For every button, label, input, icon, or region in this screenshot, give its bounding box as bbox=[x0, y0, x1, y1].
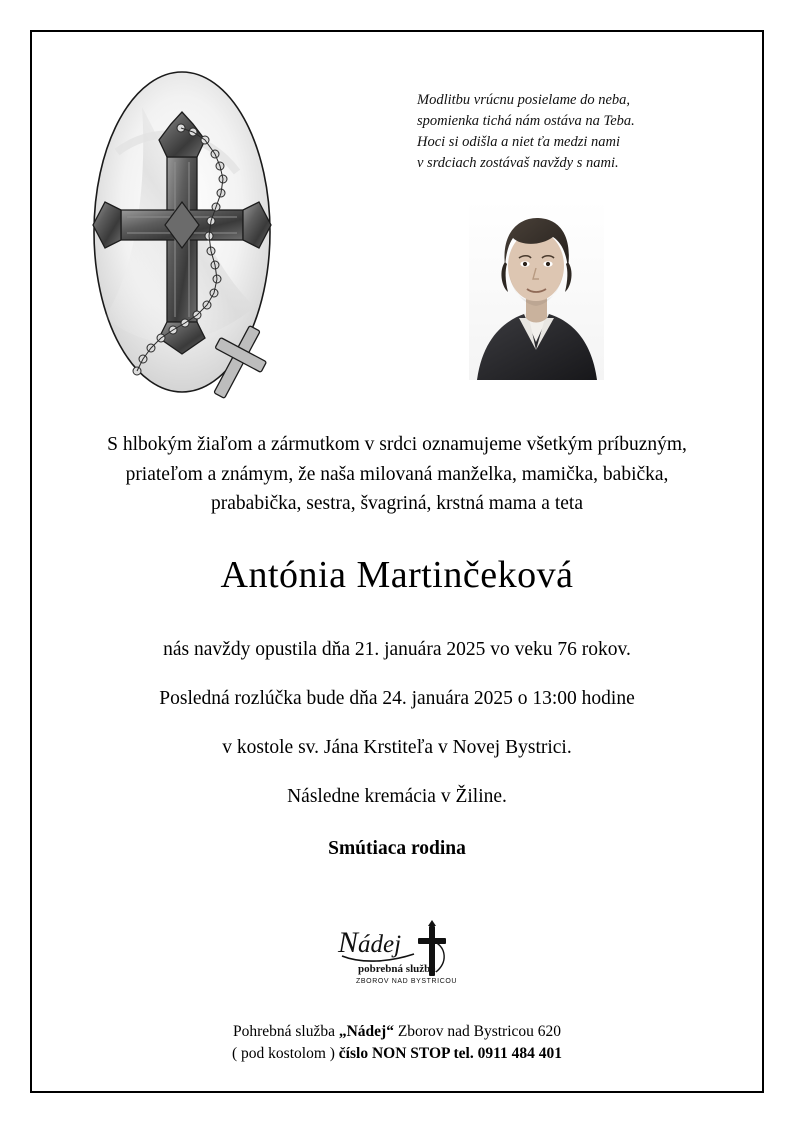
footer-line-1 bbox=[32, 1021, 762, 1043]
nadej-logo-icon bbox=[336, 912, 458, 990]
footer-line-2 bbox=[32, 1043, 762, 1065]
grieving-family-line: Smútiaca rodina bbox=[328, 837, 466, 859]
farewell-line: Posledná rozlúčka bude dňa 24. januára 2025 o 13:00 hodine bbox=[159, 687, 635, 709]
place-line: v kostole sv. Jána Krstiteľa v Novej Bystrici. bbox=[222, 736, 572, 758]
verse-line-1: Modlitbu vrúcnu posielame do neba, bbox=[417, 92, 631, 108]
deceased-name: Antónia Martinčeková bbox=[220, 553, 574, 596]
footer-contact bbox=[32, 1021, 762, 1065]
footer-line2-prefix: ( pod kostolom ) bbox=[232, 1045, 339, 1062]
verse-line-3: Hoci si odišla a niet ťa medzi nami bbox=[417, 134, 621, 151]
footer-line1-prefix: Pohrebná služba bbox=[232, 1023, 339, 1040]
deceased-portrait bbox=[469, 200, 604, 380]
header-area bbox=[32, 32, 762, 422]
cremation-line: Následne kremácia v Žiline. bbox=[287, 785, 507, 807]
memorial-verse bbox=[417, 90, 717, 174]
cross-rosary-icon bbox=[87, 62, 277, 402]
parte-card bbox=[30, 30, 764, 1093]
funeral-service-logo-wrap bbox=[32, 912, 762, 990]
footer-line1-suffix: Zborov nad Bystricou 620 bbox=[393, 1023, 562, 1040]
lead-line-2: priateľom a známym, že naša milovaná manželka, mamička, babička, bbox=[125, 463, 669, 485]
passing-line: nás navždy opustila dňa 21. januára 2025 vo veku 76 rokov. bbox=[163, 638, 631, 660]
svg-text:ZBOROV NAD BYSTRICOU: ZBOROV NAD BYSTRICOU bbox=[356, 978, 458, 985]
svg-text:N: N bbox=[338, 926, 359, 959]
footer-line1-brand: „Nádej“ bbox=[338, 1023, 394, 1040]
footer-phone: číslo NON STOP tel. 0911 484 401 bbox=[338, 1045, 562, 1062]
lead-line-1: S hlbokým žiaľom a zármutkom v srdci oznamujeme všetkým príbuzným, bbox=[107, 434, 687, 455]
svg-text:ádej: ádej bbox=[358, 931, 402, 958]
parte-card-inner bbox=[32, 32, 762, 1091]
svg-text:pobrebná služba: pobrebná služba bbox=[358, 963, 436, 975]
verse-line-2: spomienka tichá nám ostáva na Teba. bbox=[417, 113, 635, 130]
announcement-text bbox=[32, 430, 762, 860]
lead-line-3: prababička, sestra, švagriná, krstná mama a teta bbox=[211, 493, 583, 515]
verse-line-4: v srdciach zostávaš navždy s nami. bbox=[417, 155, 619, 172]
